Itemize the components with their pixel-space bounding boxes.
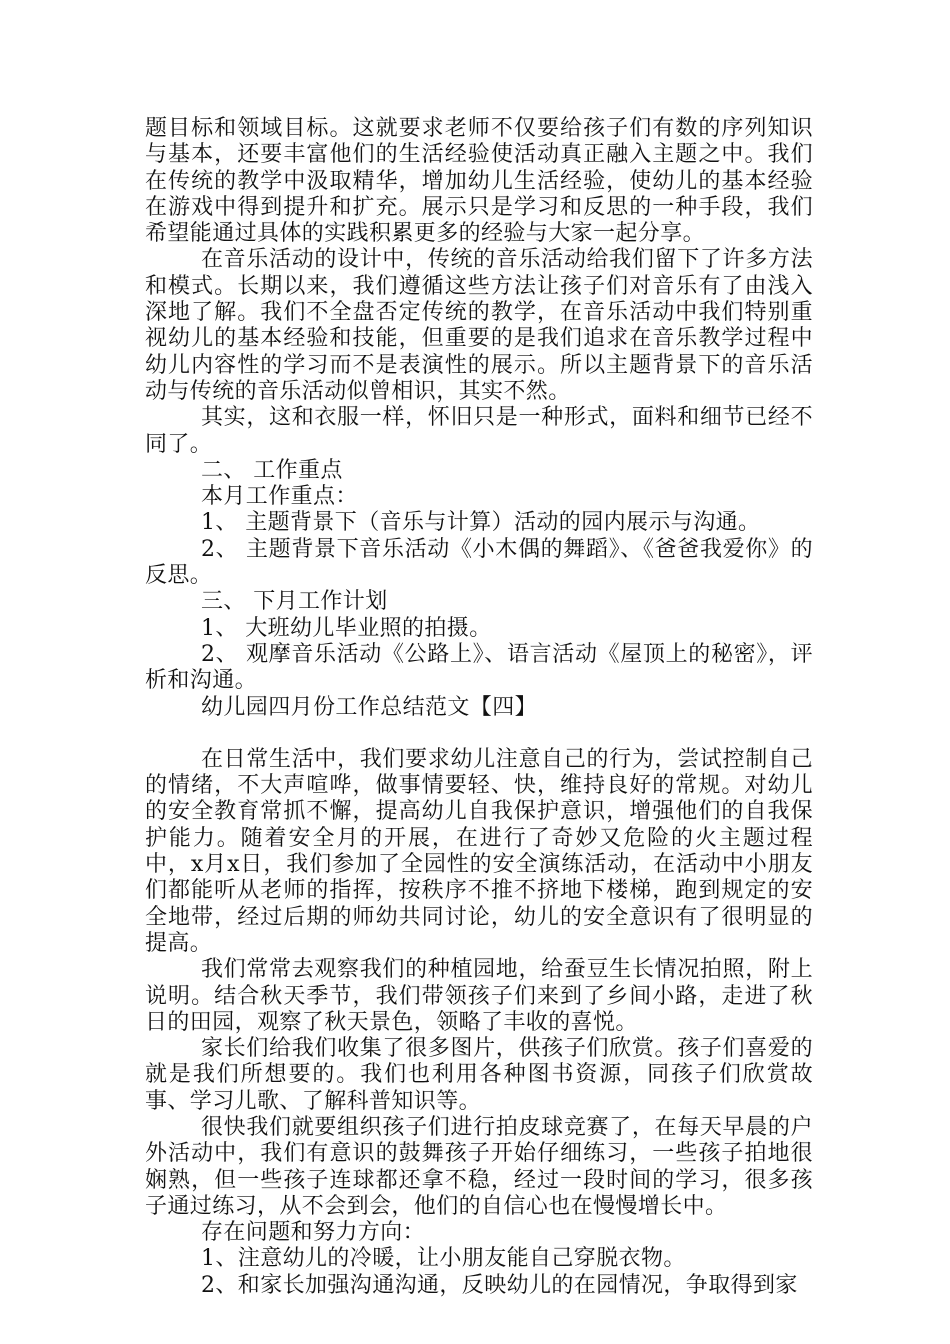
paragraph-14: 家长们给我们收集了很多图片，供孩子们欣赏。孩子们喜爱的就是我们所想要的。我们也利用各种图书资源，同孩子们欣赏故事、学习儿歌、了解科普知识等。 <box>145 1036 813 1114</box>
paragraph-3: 其实，这和衣服一样，怀旧只是一种形式，面料和细节已经不同了。 <box>145 405 813 457</box>
document-body <box>145 116 813 1299</box>
paragraph-15: 很快我们就要组织孩子们进行拍皮球竞赛了，在每天早晨的户外活动中，我们有意识的鼓舞孩子开始仔细练习，一些孩子拍地很娴熟，但一些孩子连球都还拿不稳，经过一段时间的学习，很多孩子通过练习，从不会到会，他们的自信心也在慢慢增长中。 <box>145 1114 813 1219</box>
paragraph-12: 在日常生活中，我们要求幼儿注意自己的行为，尝试控制自己的情绪，不大声喧哗，做事情要轻、快，维持良好的常规。对幼儿的安全教育常抓不懈，提高幼儿自我保护意识，增强他们的自我保护能力。随着安全月的开展，在进行了奇妙又危险的火主题过程中，x月x日，我们参加了全园性的安全演练活动，在活动中小朋友们都能听从老师的指挥，按秩序不推不挤地下楼梯，跑到规定的安全地带，经过后期的师幼共同讨论，幼儿的安全意识有了很明显的提高。 <box>145 746 813 956</box>
paragraph-5: 本月工作重点： <box>201 484 358 510</box>
list-item-4: 2、 观摩音乐活动《公路上》、语言活动《屋顶上的秘密》，评析和沟通。 <box>145 641 813 694</box>
list-item-3: 1、 大班幼儿毕业照的拍摄。 <box>201 615 492 641</box>
paragraph-2: 在音乐活动的设计中，传统的音乐活动给我们留下了许多方法和模式。长期以来，我们遵循这些方法让孩子们对音乐有了由浅入深地了解。我们不全盘否定传统的教学，在音乐活动中我们特别重视幼儿的基本经验和技能，但重要的是我们追求在音乐教学过程中幼儿内容性的学习而不是表演性的展示。所以主题背景下的音乐活动与传统的音乐活动似曾相识，其实不然。 <box>145 247 813 404</box>
list-item-1: 1、 主题背景下（音乐与计算）活动的园内展示与沟通。 <box>201 510 761 536</box>
article-title: 幼儿园四月份工作总结范文【四】 <box>201 694 538 720</box>
list-item-6: 2、和家长加强沟通沟通，反映幼儿的在园情况，争取得到家 <box>201 1272 798 1298</box>
section-heading-2: 二、 工作重点 <box>201 457 343 483</box>
paragraph-16: 存在问题和努力方向： <box>201 1220 426 1246</box>
section-heading-3: 三、 下月工作计划 <box>201 589 388 615</box>
list-item-5: 1、注意幼儿的冷暖，让小朋友能自己穿脱衣物。 <box>201 1246 686 1272</box>
blank-line <box>145 721 813 747</box>
paragraph-1: 题目标和领域目标。这就要求老师不仅要给孩子们有数的序列知识与基本，还要丰富他们的生活经验使活动真正融入主题之中。我们在传统的教学中汲取精华，增加幼儿生活经验，使幼儿的基本经验在游戏中得到提升和扩充。展示只是学习和反思的一种手段，我们希望能通过具体的实践积累更多的经验与大家一起分享。 <box>145 116 813 247</box>
list-item-2: 2、 主题背景下音乐活动《小木偶的舞蹈》、《爸爸我爱你》的反思。 <box>145 536 813 589</box>
paragraph-13: 我们常常去观察我们的种植园地，给蚕豆生长情况拍照，附上说明。结合秋天季节，我们带领孩子们来到了乡间小路，走进了秋日的田园，观察了秋天景色，领略了丰收的喜悦。 <box>145 957 813 1035</box>
